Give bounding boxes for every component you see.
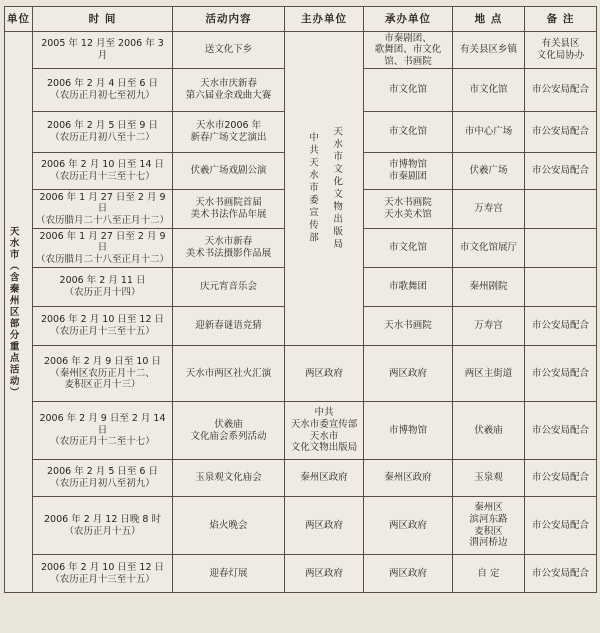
header-note: 备 注 — [525, 7, 597, 32]
note-cell — [525, 229, 597, 268]
activity-cell: 天水市2006 年 新春广场文艺演出 — [173, 112, 285, 153]
table-row — [5, 497, 597, 555]
note-cell: 市公安局配合 — [525, 307, 597, 346]
note-cell: 市公安局配合 — [525, 460, 597, 497]
header-unit: 单位 — [5, 7, 33, 32]
activity-cell: 天水市新春 美术书法摄影作品展 — [173, 229, 285, 268]
header-organizer: 主办单位 — [285, 7, 364, 32]
organizer-cell: 中共 天水市委宣传部 天水市 文化文物出版局 — [285, 402, 364, 460]
place-cell: 玉泉观 — [453, 460, 525, 497]
activity-cell: 天水书画院首届 美术书法作品年展 — [173, 190, 285, 229]
activity-cell: 迎春灯展 — [173, 555, 285, 593]
note-cell — [525, 190, 597, 229]
time-cell: 2006 年 1 月 27 日至 2 月 9 日 （农历腊月二十八至正月十二） — [33, 229, 173, 268]
undertaker-cell: 两区政府 — [364, 497, 453, 555]
undertaker-cell: 天水书画院 天水美术馆 — [364, 190, 453, 229]
activity-cell: 玉泉观文化庙会 — [173, 460, 285, 497]
undertaker-cell: 天水书画院 — [364, 307, 453, 346]
place-cell: 有关县区乡镇 — [453, 32, 525, 69]
undertaker-cell: 市歌舞团 — [364, 268, 453, 307]
table-row — [5, 402, 597, 460]
activity-cell: 焰火晚会 — [173, 497, 285, 555]
place-cell: 两区主街道 — [453, 346, 525, 402]
note-cell: 市公安局配合 — [525, 112, 597, 153]
activity-cell: 迎新春谜语竞猜 — [173, 307, 285, 346]
place-cell: 市文化馆 — [453, 69, 525, 112]
note-cell: 市公安局配合 — [525, 69, 597, 112]
note-cell: 市公安局配合 — [525, 346, 597, 402]
header-time: 时 间 — [33, 7, 173, 32]
table-row — [5, 32, 597, 69]
note-cell: 市公安局配合 — [525, 402, 597, 460]
note-cell: 市公安局配合 — [525, 555, 597, 593]
undertaker-cell: 市文化馆 — [364, 229, 453, 268]
place-cell: 自 定 — [453, 555, 525, 593]
place-cell: 伏羲庙 — [453, 402, 525, 460]
unit-cell — [5, 32, 33, 593]
undertaker-cell: 市博物馆 — [364, 402, 453, 460]
activity-cell: 庆元宵音乐会 — [173, 268, 285, 307]
time-cell: 2006 年 2 月 9 日至 2 月 14 日 （农历正月十二至十七） — [33, 402, 173, 460]
time-cell: 2006 年 1 月 27 日至 2 月 9 日 （农历腊月二十八至正月十二） — [33, 190, 173, 229]
time-cell: 2006 年 2 月 11 日 （农历正月十四） — [33, 268, 173, 307]
time-cell: 2006 年 2 月 4 日至 6 日 （农历正月初七至初九） — [33, 69, 173, 112]
time-cell: 2006 年 2 月 10 日至 12 日 （农历正月十三至十五） — [33, 555, 173, 593]
undertaker-cell: 市博物馆 市秦剧团 — [364, 153, 453, 190]
organizer-cell: 两区政府 — [285, 555, 364, 593]
place-cell: 市中心广场 — [453, 112, 525, 153]
table-row — [5, 460, 597, 497]
activity-cell: 送文化下乡 — [173, 32, 285, 69]
time-cell: 2005 年 12 月至 2006 年 3 月 — [33, 32, 173, 69]
place-cell: 市文化馆展厅 — [453, 229, 525, 268]
time-cell: 2006 年 2 月 10 日至 14 日 （农历正月十三至十七） — [33, 153, 173, 190]
activity-schedule-table — [4, 6, 597, 593]
undertaker-cell: 两区政府 — [364, 555, 453, 593]
undertaker-cell: 市文化馆 — [364, 69, 453, 112]
time-cell: 2006 年 2 月 5 日至 6 日 （农历正月初八至初九） — [33, 460, 173, 497]
time-cell: 2006 年 2 月 12 日晚 8 时 （农历正月十五） — [33, 497, 173, 555]
undertaker-cell: 市文化馆 — [364, 112, 453, 153]
organizer-group-left: 中共天水市委宣传部 — [307, 132, 318, 245]
header-undertaker: 承办单位 — [364, 7, 453, 32]
note-cell: 市公安局配合 — [525, 497, 597, 555]
undertaker-cell: 市秦剧团、 歌舞团、市文化 馆、书画院 — [364, 32, 453, 69]
undertaker-cell: 两区政府 — [364, 346, 453, 402]
header-activity: 活动内容 — [173, 7, 285, 32]
place-cell: 秦州剧院 — [453, 268, 525, 307]
place-cell: 伏羲广场 — [453, 153, 525, 190]
unit-label: 天水市（含秦州区部分重点活动） — [7, 225, 19, 399]
activity-cell: 天水市庆新春 第六届业余戏曲大赛 — [173, 69, 285, 112]
table-row — [5, 346, 597, 402]
activity-cell: 天水市两区社火汇演 — [173, 346, 285, 402]
table-row — [5, 555, 597, 593]
organizer-cell: 两区政府 — [285, 497, 364, 555]
undertaker-cell: 秦州区政府 — [364, 460, 453, 497]
place-cell: 秦州区 滨河东路 麦积区 渭河桥边 — [453, 497, 525, 555]
activity-cell: 伏羲庙 文化庙会系列活动 — [173, 402, 285, 460]
place-cell: 万寿宫 — [453, 190, 525, 229]
note-cell: 市公安局配合 — [525, 153, 597, 190]
organizer-group-right: 天水市文化文物出版局 — [331, 126, 343, 251]
organizer-cell: 两区政府 — [285, 346, 364, 402]
time-cell: 2006 年 2 月 10 日至 12 日 （农历正月十三至十五） — [33, 307, 173, 346]
place-cell: 万寿宫 — [453, 307, 525, 346]
activity-cell: 伏羲广场戏剧公演 — [173, 153, 285, 190]
note-cell — [525, 268, 597, 307]
organizer-group-cell — [285, 32, 364, 346]
organizer-cell: 秦州区政府 — [285, 460, 364, 497]
note-cell: 有关县区 文化局协办 — [525, 32, 597, 69]
time-cell: 2006 年 2 月 9 日至 10 日 （秦州区农历正月十二、 麦积区正月十三） — [33, 346, 173, 402]
header-place: 地 点 — [453, 7, 525, 32]
time-cell: 2006 年 2 月 5 日至 9 日 （农历正月初八至十二） — [33, 112, 173, 153]
header-row — [5, 7, 597, 32]
